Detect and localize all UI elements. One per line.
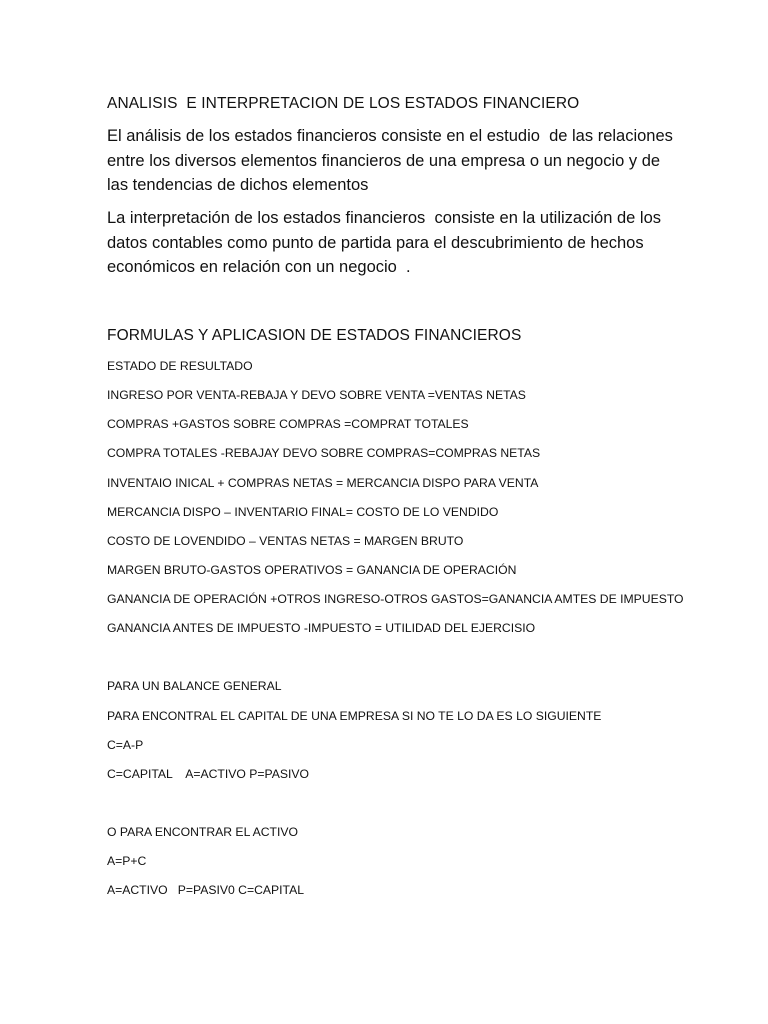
paragraph-line: La interpretación de los estados financieros consiste en la utilización de los bbox=[107, 209, 661, 227]
paragraph-line: las tendencias de dichos elementos bbox=[107, 176, 369, 194]
formula-line: GANANCIA DE OPERACIÓN +OTROS INGRESO-OTROS GASTOS=GANANCIA AMTES DE IMPUESTO bbox=[107, 592, 684, 606]
formula-line: MARGEN BRUTO-GASTOS OPERATIVOS = GANANCIA DE OPERACIÓN bbox=[107, 563, 517, 577]
formula-line: GANANCIA ANTES DE IMPUESTO -IMPUESTO = UTILIDAD DEL EJERCISIO bbox=[107, 621, 536, 635]
paragraph-interpretacion bbox=[107, 206, 661, 280]
formula-line: INGRESO POR VENTA-REBAJA Y DEVO SOBRE VENTA =VENTAS NETAS bbox=[107, 388, 526, 402]
balance-legend: C=CAPITAL A=ACTIVO P=PASIVO bbox=[107, 767, 309, 781]
formula-line: COMPRA TOTALES -REBAJAY DEVO SOBRE COMPRAS=COMPRAS NETAS bbox=[107, 446, 541, 460]
balance-formula: C=A-P bbox=[107, 738, 144, 752]
paragraph-analisis bbox=[107, 124, 673, 198]
formula-line: INVENTAIO INICAL + COMPRAS NETAS = MERCANCIA DISPO PARA VENTA bbox=[107, 476, 539, 490]
balance-general-heading: PARA UN BALANCE GENERAL bbox=[107, 679, 282, 693]
activo-legend: A=ACTIVO P=PASIV0 C=CAPITAL bbox=[107, 883, 304, 897]
paragraph-line: El análisis de los estados financieros consiste en el estudio de las relaciones bbox=[107, 127, 673, 145]
paragraph-line: económicos en relación con un negocio . bbox=[107, 258, 411, 276]
balance-line: PARA ENCONTRAL EL CAPITAL DE UNA EMPRESA SI NO TE LO DA ES LO SIGUIENTE bbox=[107, 709, 602, 723]
formula-line: MERCANCIA DISPO – INVENTARIO FINAL= COSTO DE LO VENDIDO bbox=[107, 505, 499, 519]
formula-line: COMPRAS +GASTOS SOBRE COMPRAS =COMPRAT TOTALES bbox=[107, 417, 469, 431]
paragraph-line: datos contables como punto de partida para el descubrimiento de hechos bbox=[107, 233, 644, 252]
document-title: ANALISIS E INTERPRETACION DE LOS ESTADOS FINANCIERO bbox=[107, 95, 580, 112]
activo-heading: O PARA ENCONTRAR EL ACTIVO bbox=[107, 825, 298, 839]
estado-resultado-heading: ESTADO DE RESULTADO bbox=[107, 359, 253, 373]
section-title-formulas: FORMULAS Y APLICASION DE ESTADOS FINANCIEROS bbox=[107, 327, 522, 344]
activo-formula: A=P+C bbox=[107, 854, 147, 868]
paragraph-line: entre los diversos elementos financieros de una empresa o un negocio y de bbox=[107, 151, 661, 170]
formula-line: COSTO DE LOVENDIDO – VENTAS NETAS = MARGEN BRUTO bbox=[107, 534, 464, 548]
